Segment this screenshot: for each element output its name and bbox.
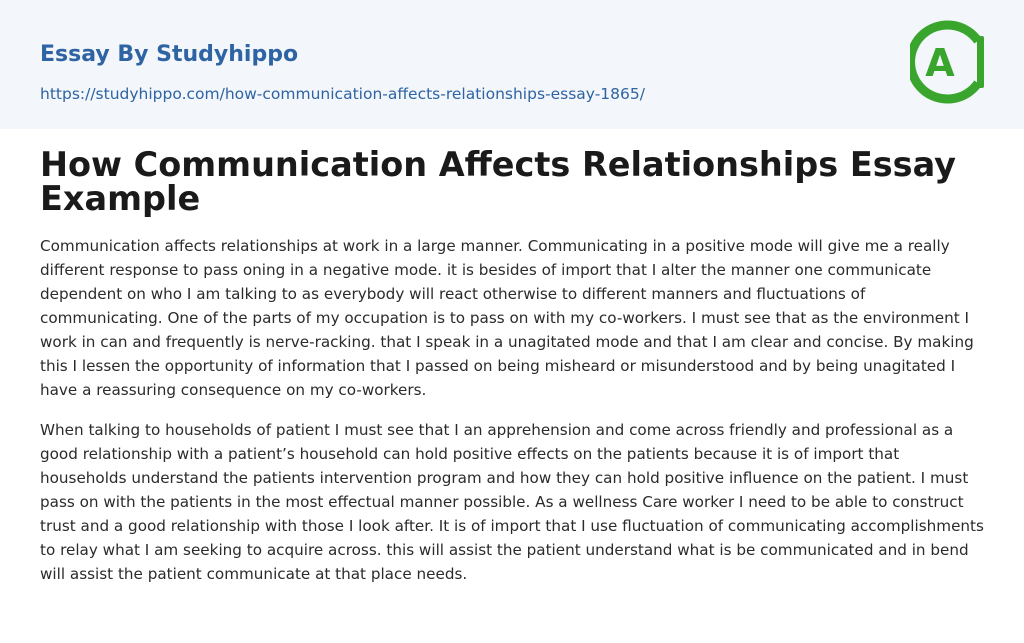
article-paragraph: When talking to households of patient I must see that I an apprehension and come across friendly and professional as a good relationship with a patient’s household can hold positive effects on the patients because it is of import that households understand the patients intervention program and how they can hold positive influence on the patient. I must pass on with the patients in the most effectual manner possible. As a wellness Care worker I need to be able to construct trust and a good relationship with those I look after. It is of import that I use fluctuation of communicating accomplishments to relay what I am seeking to acquire across. this will assist the patient understand what is be communicated and in bend will assist the patient communicate at that place needs. <box>40 421 984 583</box>
article-title: How Communication Affects Relationships Essay Example <box>40 145 956 218</box>
article-paragraph: Communication affects relationships at work in a large manner. Communicating in a positive mode will give me a really different response to pass oning in a negative mode. it is besides of import that I alter the manner one communicate dependent on who I am talking to as everybody will react otherwise to different manners and fluctuations of communicating. One of the parts of my occupation is to pass on with my co-workers. I must see that as the environment I work in can and frequently is nerve-racking. that I speak in a unagitated mode and that I am clear and concise. By making this I lessen the opportunity of information that I passed on being misheard or misunderstood and by being unagitated I have a reassuring consequence on my co-workers. <box>40 237 974 399</box>
site-header <box>0 0 1024 129</box>
site-brand[interactable]: Essay By Studyhippo <box>40 42 299 67</box>
logo-icon[interactable] <box>910 18 988 106</box>
logo-letter: A <box>925 41 955 85</box>
article-body <box>40 234 990 602</box>
page-url-link[interactable]: https://studyhippo.com/how-communication-affects-relationships-essay-1865/ <box>40 85 645 103</box>
